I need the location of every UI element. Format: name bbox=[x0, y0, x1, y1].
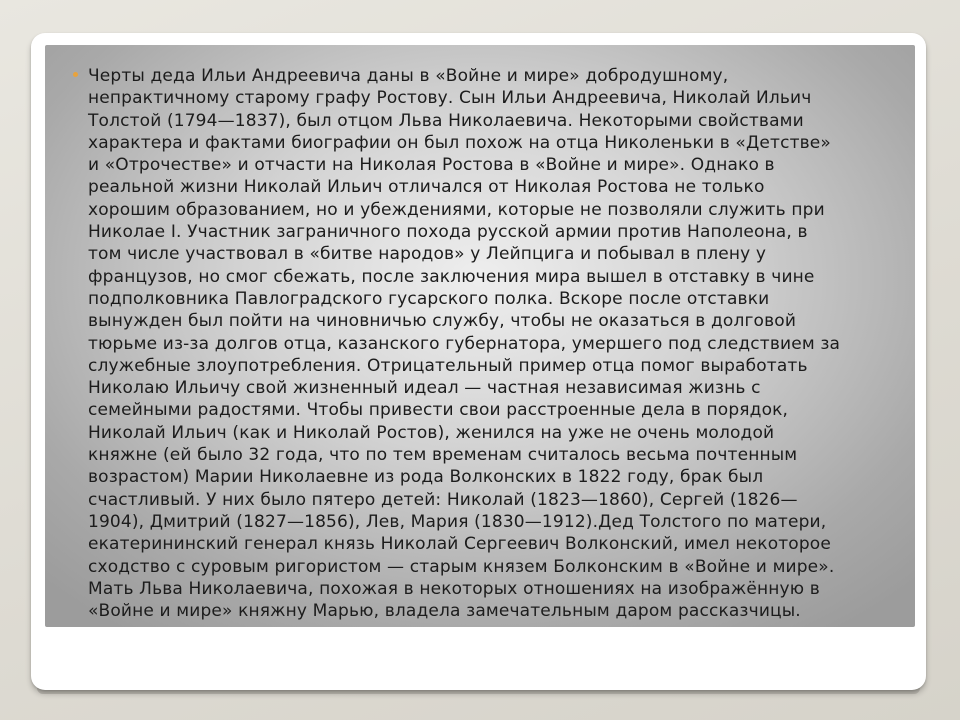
slide-body-text: Черты деда Ильи Андреевича даны в «Войне и мире» добродушному, непрактичному старому графу Ростову. Сын Ильи Андреевича, Николай Ильич Толстой (1794—1837), был отцом Льва Николаевича. Некоторыми свойствами характера и фактами биографии он был похож на отца Николеньки в «Детстве» и «Отрочестве» и отчасти на Николая Ростова в «Войне и мире». Однако в реальной жизни Николай Ильич отличался от Николая Ростова не только хорошим образованием, но и убеждениями, которые не позволяли служить при Николае I. Участник заграничного похода русской армии против Наполеона, в том числе участвовал в «битве народов» у Лейпцига и побывал в плену у французов, но смог сбежать, после заключения мира вышел в отставку в чине подполковника Павлоградского гусарского полка. Вскоре после отставки вынужден был пойти на чиновничью службу, чтобы не оказаться в долговой тюрьме из-за долгов отца, казанского губернатора, умершего под следствием за служебные злоупотребления. Отрицательный пример отца помог выработать Николаю Ильичу свой жизненный идеал — частная независимая жизнь с семейными радостями. Чтобы привести свои расстроенные дела в порядок, Николай Ильич (как и Николай Ростов), женился на уже не очень молодой княжне (ей было 32 года, что по тем временам считалось весьма почтенным возрастом) Марии Николаевне из рода Волконских в 1822 году, брак был счастливый. У них было пятеро детей: Николай (1823—1860), Сергей (1826— 1904), Дмитрий (1827—1856), Лев, Мария (1830—1912).Дед Толстого по матери, екатерининский генерал князь Николай Сергеевич Волконский, имел некоторое сходство с суровым ригористом — старым князем Болконским в «Войне и мире». Мать Льва Николаевича, похожая в некоторых отношениях на изображённую в «Войне и мире» княжну Марью, владела замечательным даром рассказчицы. bbox=[88, 66, 841, 622]
bullet-dot-icon bbox=[73, 72, 78, 77]
